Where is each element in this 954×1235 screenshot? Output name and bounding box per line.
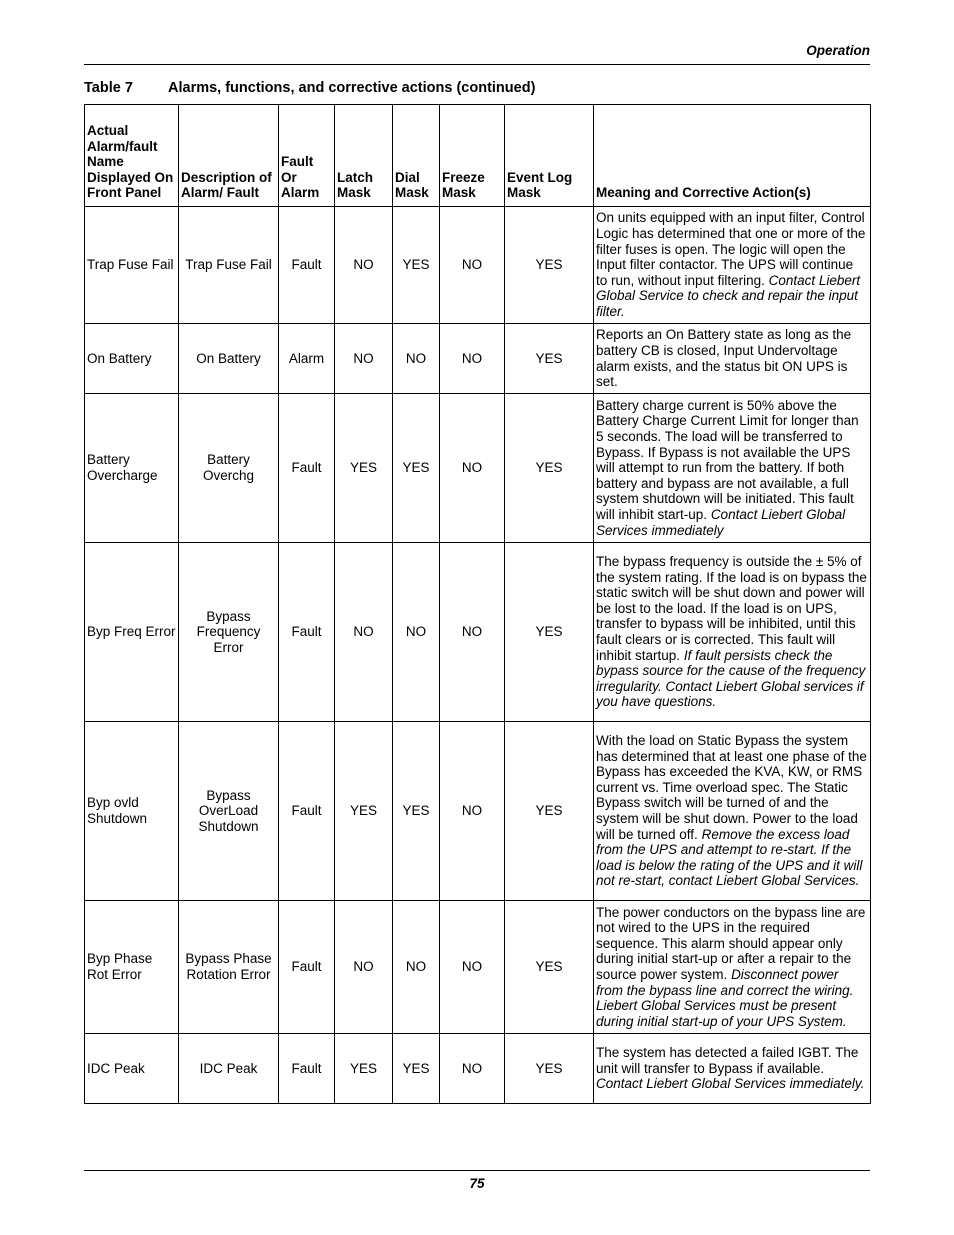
running-header: Operation bbox=[806, 43, 870, 58]
fault-or-alarm: Fault bbox=[279, 722, 335, 901]
latch-mask: NO bbox=[335, 207, 393, 324]
header-rule bbox=[84, 64, 870, 65]
latch-mask: NO bbox=[335, 324, 393, 394]
footer-rule bbox=[84, 1170, 870, 1171]
alarm-description: IDC Peak bbox=[179, 1034, 279, 1104]
header-row bbox=[85, 105, 871, 207]
event-log-mask: YES bbox=[505, 722, 594, 901]
event-log-mask: YES bbox=[505, 394, 594, 543]
alarm-name: Battery Overcharge bbox=[85, 394, 179, 543]
freeze-mask: NO bbox=[440, 1034, 505, 1104]
meaning-cell bbox=[594, 1034, 871, 1104]
corrective-action: Contact Liebert Global Service to check and repair the input filter. bbox=[596, 272, 861, 319]
latch-mask: NO bbox=[335, 901, 393, 1034]
meaning-text: Reports an On Battery state as long as the battery CB is closed, Input Undervoltage alarm exists, and the status bit ON UPS is set. bbox=[596, 327, 852, 390]
alarm-name: Byp Phase Rot Error bbox=[85, 901, 179, 1034]
table-row bbox=[85, 394, 871, 543]
meaning-cell bbox=[594, 394, 871, 543]
column-header: Actual Alarm/fault Name Displayed On Front Panel bbox=[85, 105, 179, 207]
fault-or-alarm: Fault bbox=[279, 543, 335, 722]
column-header: Description of Alarm/ Fault bbox=[179, 105, 279, 207]
dial-mask: NO bbox=[393, 324, 440, 394]
alarm-name: Byp ovld Shutdown bbox=[85, 722, 179, 901]
page-number: 75 bbox=[469, 1176, 485, 1191]
freeze-mask: NO bbox=[440, 901, 505, 1034]
table-row bbox=[85, 324, 871, 394]
event-log-mask: YES bbox=[505, 324, 594, 394]
event-log-mask: YES bbox=[505, 901, 594, 1034]
table-caption bbox=[84, 80, 535, 96]
alarm-description: Bypass OverLoad Shutdown bbox=[179, 722, 279, 901]
fault-or-alarm: Fault bbox=[279, 394, 335, 543]
freeze-mask: NO bbox=[440, 324, 505, 394]
latch-mask: YES bbox=[335, 1034, 393, 1104]
corrective-action: Contact Liebert Global Services immediately bbox=[596, 506, 846, 538]
freeze-mask: NO bbox=[440, 543, 505, 722]
alarm-description: On Battery bbox=[179, 324, 279, 394]
alarm-description: Bypass Frequency Error bbox=[179, 543, 279, 722]
meaning-cell bbox=[594, 543, 871, 722]
dial-mask: NO bbox=[393, 901, 440, 1034]
alarm-description: Bypass Phase Rotation Error bbox=[179, 901, 279, 1034]
event-log-mask: YES bbox=[505, 1034, 594, 1104]
fault-or-alarm: Fault bbox=[279, 1034, 335, 1104]
alarm-name: On Battery bbox=[85, 324, 179, 394]
fault-or-alarm: Alarm bbox=[279, 324, 335, 394]
column-header: Freeze Mask bbox=[440, 105, 505, 207]
alarm-description: Battery Overchg bbox=[179, 394, 279, 543]
column-header: Dial Mask bbox=[393, 105, 440, 207]
meaning-text: The system has detected a failed IGBT. The unit will transfer to Bypass if available. bbox=[596, 1045, 859, 1076]
dial-mask: YES bbox=[393, 722, 440, 901]
alarm-name: Byp Freq Error bbox=[85, 543, 179, 722]
corrective-action: If fault persists check the bypass source for the cause of the frequency irregularity. Contact Liebert Global services if you have questions. bbox=[596, 647, 866, 710]
corrective-action: Remove the excess load from the UPS and attempt to re-start. If the load is below the rating of the UPS and it will not re-start, contact Liebert Global Services. bbox=[596, 826, 863, 889]
fault-or-alarm: Fault bbox=[279, 901, 335, 1034]
column-header: Meaning and Corrective Action(s) bbox=[594, 105, 871, 207]
meaning-text: With the load on Static Bypass the system has determined that at least one phase of the Bypass has exceeded the KVA, KW, or RMS current vs. Time overload spec. The Static Bypass switch will be turned of and the system will be shut down. Power to the load will be turned off. bbox=[596, 733, 867, 842]
meaning-text: The power conductors on the bypass line are not wired to the UPS in the required sequence. This alarm should appear only during initial start-up or after a repair to the source power system. bbox=[596, 904, 866, 982]
freeze-mask: NO bbox=[440, 394, 505, 543]
alarm-name: Trap Fuse Fail bbox=[85, 207, 179, 324]
corrective-action: Contact Liebert Global Services immediately. bbox=[596, 1076, 865, 1092]
meaning-cell bbox=[594, 901, 871, 1034]
alarm-name: IDC Peak bbox=[85, 1034, 179, 1104]
meaning-cell bbox=[594, 722, 871, 901]
table-row bbox=[85, 722, 871, 901]
event-log-mask: YES bbox=[505, 543, 594, 722]
freeze-mask: NO bbox=[440, 207, 505, 324]
table-number: Table 7 bbox=[84, 80, 133, 96]
meaning-cell bbox=[594, 207, 871, 324]
alarms-table bbox=[84, 104, 871, 1104]
freeze-mask: NO bbox=[440, 722, 505, 901]
corrective-action: Disconnect power from the bypass line and correct the wiring. Liebert Global Services must be present during initial start-up of your UPS System. bbox=[596, 967, 854, 1029]
table-row bbox=[85, 543, 871, 722]
latch-mask: YES bbox=[335, 722, 393, 901]
table-row bbox=[85, 1034, 871, 1104]
dial-mask: YES bbox=[393, 394, 440, 543]
dial-mask: YES bbox=[393, 1034, 440, 1104]
table-title: Alarms, functions, and corrective actions (continued) bbox=[168, 80, 536, 96]
alarm-description: Trap Fuse Fail bbox=[179, 207, 279, 324]
column-header: Fault Or Alarm bbox=[279, 105, 335, 207]
latch-mask: NO bbox=[335, 543, 393, 722]
dial-mask: YES bbox=[393, 207, 440, 324]
table-row bbox=[85, 207, 871, 324]
column-header: Event Log Mask bbox=[505, 105, 594, 207]
meaning-cell bbox=[594, 324, 871, 394]
meaning-text: On units equipped with an input filter, Control Logic has determined that one or more of the filter fuses is open. The logic will open the Input filter contactor. The UPS will continue to run, without input filtering. bbox=[596, 210, 866, 288]
event-log-mask: YES bbox=[505, 207, 594, 324]
fault-or-alarm: Fault bbox=[279, 207, 335, 324]
column-header: Latch Mask bbox=[335, 105, 393, 207]
meaning-text: Battery charge current is 50% above the Battery Charge Current Limit for longer than 5 seconds. The load will be transferred to Bypass. If Bypass is not available the UPS will attempt to run from the battery. If both battery and bypass are not available, a full system shutdown will be initiated. This fault will inhibit start-up. bbox=[596, 397, 859, 522]
latch-mask: YES bbox=[335, 394, 393, 543]
meaning-text: The bypass frequency is outside the ± 5% of the system rating. If the load is on bypass the static switch will be shut down and power will be lost to the load. If the load is on UPS, transfer to bypass will be inhibited, until this fault clears or is corrected. This fault will inhibit startup. bbox=[596, 554, 867, 663]
table-row bbox=[85, 901, 871, 1034]
dial-mask: NO bbox=[393, 543, 440, 722]
